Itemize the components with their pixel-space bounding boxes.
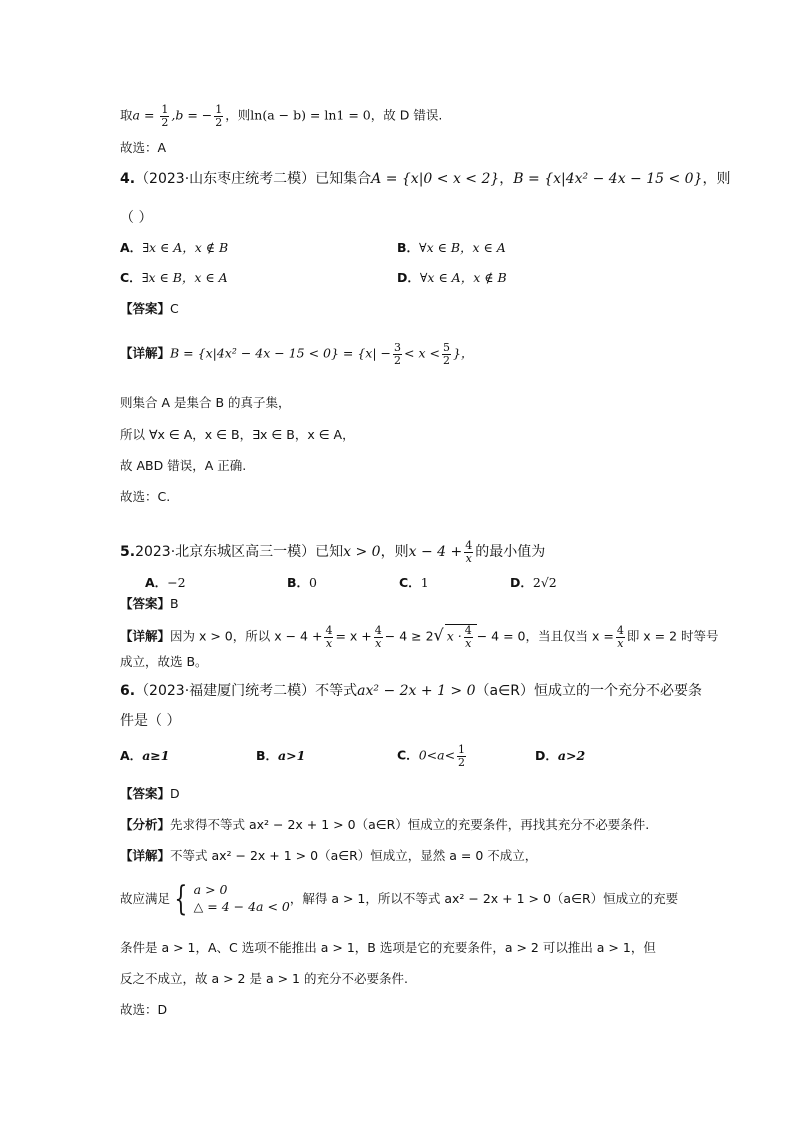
q6-answer: [120, 788, 180, 801]
q5-option-c: [399, 577, 429, 590]
text: ，故 D 错误.: [370, 107, 443, 123]
q5-option-a: [145, 577, 186, 590]
numerator: 4: [616, 624, 624, 637]
option-text: ∀x ∈ A，x ∉ B: [419, 270, 507, 285]
fraction: [160, 104, 169, 128]
q6-option-c: [397, 744, 468, 768]
math: ,b = −: [171, 107, 213, 123]
text: ，则: [380, 544, 409, 561]
q5-source: 2023·北京东城区高三一模）: [135, 544, 316, 561]
math: A = {x|0 < x < 2}: [371, 171, 500, 187]
text: 已知集合: [315, 171, 372, 187]
q6-option-d: [535, 750, 585, 763]
q6-number: 6.: [120, 683, 136, 699]
denominator: x: [375, 636, 382, 650]
numerator: 4: [464, 624, 472, 637]
option-letter: A．: [120, 748, 143, 763]
option-letter: C．: [397, 747, 419, 763]
option-letter: B．: [256, 748, 279, 763]
detail-label: 【详解】: [120, 848, 171, 863]
q4-option-c: [120, 272, 228, 285]
q6-detail-line4: 反之不成立，故 a > 2 是 a > 1 的充分不必要条件.: [120, 971, 408, 986]
q5-answer: [120, 598, 179, 611]
detail-label: 【详解】: [120, 628, 171, 644]
answer-label: 【答案】: [120, 786, 171, 801]
inequality-system: [194, 882, 290, 916]
q4-option-a: [120, 242, 228, 255]
answer-value: D: [170, 786, 180, 801]
numerator: 3: [394, 341, 402, 354]
detail-label: 【详解】: [120, 345, 171, 361]
option-letter: B．: [287, 575, 310, 590]
q6-source: （2023·福建厦门统考二模）: [135, 683, 316, 699]
fraction: [464, 625, 473, 649]
denominator: 2: [394, 353, 402, 367]
denominator: 2: [161, 115, 169, 129]
math: }，: [452, 345, 474, 361]
fraction: [457, 744, 466, 768]
q5-option-d: [510, 577, 557, 590]
option-text: 0<a<: [418, 747, 456, 763]
option-text: ∀x ∈ B，x ∈ A: [419, 240, 506, 255]
option-letter: D．: [535, 748, 558, 763]
fraction: [616, 625, 625, 649]
answer-value: B: [170, 596, 179, 611]
q6-detail-line1: [120, 850, 537, 863]
q4-detail-line4: 故 ABD 错误，A 正确.: [120, 458, 247, 473]
q6-detail-line3: 条件是 a > 1，A、C 选项不能推出 a > 1，B 选项是它的充要条件，a > 2 可以推出 a > 1，但: [120, 940, 656, 955]
math: x ·: [446, 628, 462, 644]
math: B = {x|4x² − 4x − 15 < 0}: [513, 171, 703, 187]
option-letter: A．: [145, 575, 168, 590]
q5-stem: [120, 540, 545, 564]
text: 的最小值为: [475, 544, 546, 561]
math: x − 4 +: [408, 544, 463, 561]
option-letter: D．: [510, 575, 533, 590]
q4-source: （2023·山东枣庄统考二模）: [135, 171, 316, 187]
q4-detail-line3: 所以 ∀x ∈ A，x ∈ B，∃x ∈ B，x ∈ A，: [120, 427, 355, 442]
option-text: 2√2: [532, 575, 557, 590]
prev-detail-line: [120, 104, 442, 128]
numerator: 4: [374, 624, 382, 637]
q6-stem-line2: 件是（ ）: [120, 713, 181, 729]
math: =: [139, 107, 159, 123]
numerator: 1: [161, 103, 169, 116]
math: < x <: [404, 345, 440, 361]
answer-label: 【答案】: [120, 596, 171, 611]
q4-paren: （ ）: [120, 210, 153, 226]
math: 因为 x > 0，所以 x − 4 +: [170, 628, 323, 644]
brace-icon: {: [174, 879, 188, 919]
option-letter: C．: [120, 270, 142, 285]
option-text: 0: [309, 575, 317, 590]
q4-number: 4.: [120, 171, 136, 187]
text: 恒成立的一个充分不必要条: [534, 683, 703, 699]
denominator: x: [325, 636, 333, 650]
option-letter: A．: [120, 240, 143, 255]
denominator: 2: [442, 353, 450, 367]
math: = x +: [335, 628, 372, 644]
option-text: a≥1: [142, 748, 170, 763]
numerator: 1: [458, 743, 466, 756]
math: − 4 = 0，当且仅当 x =: [476, 628, 614, 644]
q4-stem: [120, 172, 730, 186]
q4-option-d: [397, 272, 507, 285]
math: − 4 ≥ 2: [384, 628, 434, 644]
q4-detail-line1: [120, 342, 473, 366]
math: B = {x|4x² − 4x − 15 < 0} = {x| −: [170, 345, 392, 361]
denominator: x: [465, 636, 472, 650]
sqrt-icon: √: [433, 625, 444, 645]
text: ，解得 a > 1，所以不等式 ax² − 2x + 1 > 0（a∈R）恒成立的充要: [289, 890, 679, 906]
denominator: x: [617, 636, 624, 650]
q4-final: 故选：C.: [120, 489, 171, 504]
numerator: 5: [442, 341, 450, 354]
q5-detail-line2: 成立，故选 B。: [120, 654, 208, 669]
text: （a∈R）: [475, 683, 535, 699]
text: ，则: [225, 107, 251, 123]
q5-detail-line1: [120, 624, 719, 649]
fraction: [442, 342, 451, 366]
math: a: [132, 107, 140, 123]
fraction: [393, 342, 402, 366]
option-text: −2: [167, 575, 186, 590]
math: ax² − 2x + 1 > 0: [357, 683, 476, 699]
numerator: 1: [215, 103, 223, 116]
option-text: 1: [420, 575, 429, 590]
option-text: a>2: [557, 748, 586, 763]
prev-answer: 故选：A: [120, 140, 167, 155]
q4-option-b: [397, 242, 506, 255]
math: x > 0: [343, 544, 381, 561]
fraction: [324, 625, 333, 649]
fraction: [464, 540, 473, 564]
q6-option-a: [120, 750, 169, 763]
text: 故应满足: [120, 890, 171, 906]
q6-analysis: [120, 819, 649, 832]
analysis-text: 先求得不等式 ax² − 2x + 1 > 0（a∈R）恒成立的充要条件，再找其充分不必要条件.: [170, 817, 650, 832]
q5-number: 5.: [120, 544, 136, 561]
text: 已知: [315, 544, 344, 561]
math: ln(a − b) = ln1 = 0: [250, 107, 371, 123]
q4-answer: [120, 303, 179, 316]
q6-option-b: [256, 750, 305, 763]
text: 取: [120, 107, 133, 123]
sqrt-body: [445, 624, 477, 649]
text: ，则: [702, 171, 731, 187]
analysis-label: 【分析】: [120, 817, 171, 832]
option-text: ∃x ∈ A，x ∉ B: [142, 240, 229, 255]
denominator: x: [465, 551, 472, 565]
system-line-2: △ = 4 − 4a < 0: [193, 899, 290, 914]
answer-label: 【答案】: [120, 301, 171, 316]
detail-text: 不等式 ax² − 2x + 1 > 0（a∈R）恒成立，显然 a = 0 不成立，: [170, 848, 538, 863]
fraction: [214, 104, 223, 128]
answer-value: C: [170, 301, 179, 316]
q4-detail-line2: 则集合 A 是集合 B 的真子集，: [120, 395, 291, 410]
denominator: 2: [458, 755, 466, 769]
text: 不等式: [315, 683, 358, 699]
q6-detail-system: [120, 879, 679, 919]
numerator: 4: [325, 624, 333, 637]
option-text: a>1: [278, 748, 306, 763]
option-letter: C．: [399, 575, 421, 590]
fraction: [374, 625, 383, 649]
option-letter: B．: [397, 240, 420, 255]
q5-option-b: [287, 577, 317, 590]
q6-final: 故选：D: [120, 1002, 168, 1017]
system-line-1: a > 0: [193, 882, 228, 898]
q6-stem: [120, 684, 702, 698]
option-letter: D．: [397, 270, 420, 285]
denominator: 2: [215, 115, 223, 129]
text: ，: [499, 171, 514, 187]
math: 即 x = 2 时等号: [626, 628, 719, 644]
option-text: ∃x ∈ B，x ∈ A: [141, 270, 228, 285]
numerator: 4: [465, 539, 473, 552]
